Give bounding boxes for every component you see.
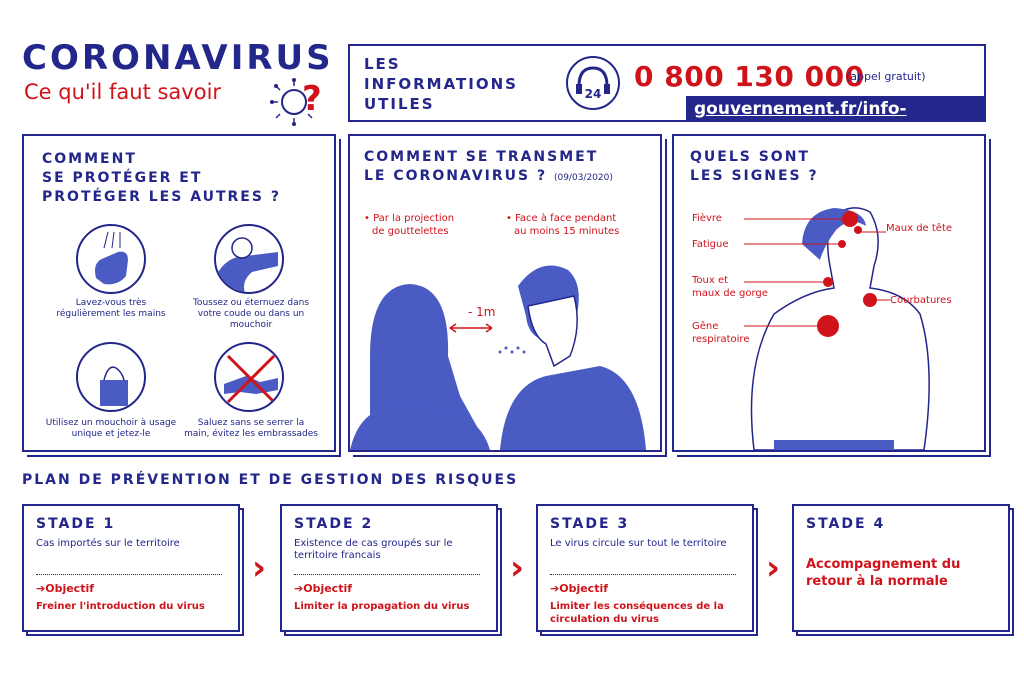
transmit-point-1: • Par la projection de gouttelettes (364, 213, 455, 237)
page-title: CORONAVIRUS (22, 38, 334, 78)
chevron-right-icon: › (510, 548, 525, 588)
protect-item-2: Toussez ou éternuez dans votre coude ou dans un mouchoir (192, 298, 310, 330)
phone-number[interactable]: 0 800 130 000 (634, 60, 865, 93)
protect-panel (22, 134, 336, 452)
virus-question-icon (268, 74, 334, 130)
distance-label: - 1m (468, 305, 496, 319)
svg-text:?: ? (302, 79, 322, 119)
stage-3-separator (550, 574, 736, 575)
chevron-right-icon: › (252, 548, 267, 588)
page-subtitle: Ce qu'il faut savoir (24, 80, 222, 104)
signs-title: QUELS SONT LES SIGNES ? (690, 149, 819, 184)
transmit-date: (09/03/2020) (553, 173, 613, 183)
stage-3-card (536, 504, 754, 632)
stage-3-goal: Limiter les conséquences de la circulation du virus (550, 601, 724, 625)
stage-4-title: STADE 4 (806, 516, 886, 532)
protect-title: COMMENT SE PROTÉGER ET PROTÉGER LES AUTRES ? (42, 151, 281, 205)
info-label: LES INFORMATIONS UTILES (364, 55, 518, 113)
sign-fever: Fièvre (692, 213, 722, 224)
sign-aches: Courbatures (890, 295, 952, 306)
cough-elbow-icon (214, 224, 284, 294)
sign-throat: Toux et maux de gorge (692, 275, 768, 299)
stage-3-title: STADE 3 (550, 516, 630, 532)
info-url-link[interactable]: gouvernement.fr/info- (686, 96, 984, 122)
protect-item-4: Saluez sans se serrer la main, évitez les embrassades (184, 418, 318, 439)
protect-item-3: Utilisez un mouchoir à usage unique et jetez-le (45, 418, 177, 439)
stage-3-objective: ➔Objectif (550, 582, 609, 595)
stage-4-goal: Accompagnement du retour à la normale (806, 557, 961, 589)
stage-2-separator (294, 574, 480, 575)
stage-1-desc: Cas importés sur le territoire (36, 538, 180, 549)
signs-panel (672, 134, 986, 452)
stage-2-goal: Limiter la propagation du virus (294, 601, 470, 612)
stage-2-card (280, 504, 498, 632)
stage-1-title: STADE 1 (36, 516, 116, 532)
transmit-point-2: • Face à face pendant au moins 15 minutes (506, 213, 620, 237)
stage-2-objective: ➔Objectif (294, 582, 353, 595)
transmit-title: COMMENT SE TRANSMET LE CORONAVIRUS ? (09/03/2020) (364, 149, 613, 184)
stage-1-objective: ➔Objectif (36, 582, 95, 595)
info-box (348, 44, 986, 122)
stage-1-separator (36, 574, 222, 575)
stage-3-desc: Le virus circule sur tout le territoire (550, 538, 727, 549)
stage-2-desc: Existence de cas groupés sur le territoire francais (294, 538, 453, 561)
phone-24h-icon (564, 54, 622, 112)
stage-4-card (792, 504, 1010, 632)
tissue-icon (76, 342, 146, 412)
no-handshake-icon (214, 342, 284, 412)
protect-item-1: Lavez-vous très régulièrement les mains (56, 298, 166, 319)
stage-1-card (22, 504, 240, 632)
wash-hands-icon (76, 224, 146, 294)
stage-1-goal: Freiner l'introduction du virus (36, 601, 205, 612)
sign-breath: Gêne respiratoire (692, 321, 750, 345)
plan-title: PLAN DE PRÉVENTION ET DE GESTION DES RISQUES (22, 472, 519, 488)
chevron-right-icon: › (766, 548, 781, 588)
phone-note: (appel gratuit) (846, 70, 926, 83)
hours-badge: 24 (584, 87, 602, 101)
sign-fatigue: Fatigue (692, 239, 729, 250)
stage-2-title: STADE 2 (294, 516, 374, 532)
sign-headache: Maux de tête (886, 223, 953, 234)
transmit-panel (348, 134, 662, 452)
face-to-face-illustration (350, 236, 660, 450)
